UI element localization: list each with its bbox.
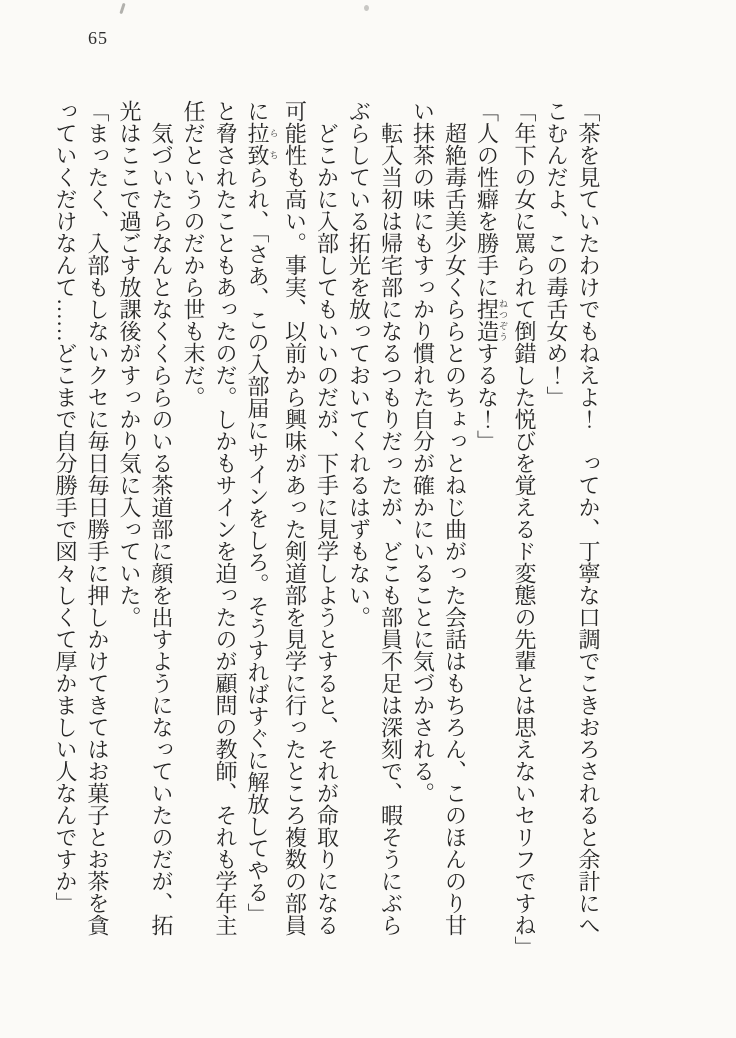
text-line: 「まったく、入部もしないクセに毎日毎日勝手に押しかけてきてはお菓子とお茶を貪: [85, 100, 110, 936]
text-line: い抹茶の味にもすっかり慣れた自分が確かにいることに気づかされる。: [410, 100, 436, 804]
text-line: と脅されたこともあったのだ。しかもサインを迫ったのが顧問の教師、それも学年主: [213, 100, 238, 936]
text-line: 「年下の女に罵られて倒錯した悦びを覚えるド変態の先輩とは思えないセリフですね」: [512, 100, 537, 958]
scan-artifact: [119, 3, 125, 14]
text-line: っていくだけなんて……どこまで自分勝手で図々しくて厚かましい人なんですか」: [53, 100, 78, 914]
ruby-annotated-word: 拉致らち: [245, 122, 279, 166]
text-line: ぶらしている拓光を放っておいてくれるはずもない。: [346, 100, 372, 628]
text-line: 気づいたらなんとなくくららのいる茶道部に顔を出すようになっていたのだが、拓: [149, 122, 174, 936]
text-block: [49, 100, 604, 958]
text-line: 光はここで過ごす放課後がすっかり気に入っていた。: [117, 100, 142, 628]
text-line: 「茶を見ていたわけでもねえよ！ ってか、丁寧な口調でこきおろされると余計にへ: [576, 100, 601, 936]
text-line: 超絶毒舌美少女くららとのちょっとねじ曲がった会話はもちろん、このほんのり甘: [442, 122, 468, 936]
text-line: 「人の性癖を勝手に捏造ねつぞうするな！」: [474, 100, 508, 452]
page-number: 65: [88, 28, 108, 48]
text-line: こむんだよ、この毒舌女め！」: [544, 100, 569, 408]
text-line: に拉致らちられ、「さあ、この入部届にサインをしろ。そうすればすぐに解放してやる」: [245, 100, 279, 925]
text-line: 任だというのだから世も末だ。: [181, 100, 206, 408]
scan-artifact: [364, 5, 369, 11]
text-line: 可能性も高い。事実、以前から興味があった剣道部を見学に行ったところ複数の部員: [282, 100, 308, 936]
text-line: 転入当初は帰宅部になるつもりだったが、どこも部員不足は深刻で、暇そうにぶら: [378, 122, 404, 936]
ruby-annotated-word: 捏造ねつぞう: [474, 298, 508, 342]
text-line: どこかに入部してもいいのだが、下手に見学しようとすると、それが命取りになる: [314, 122, 340, 936]
